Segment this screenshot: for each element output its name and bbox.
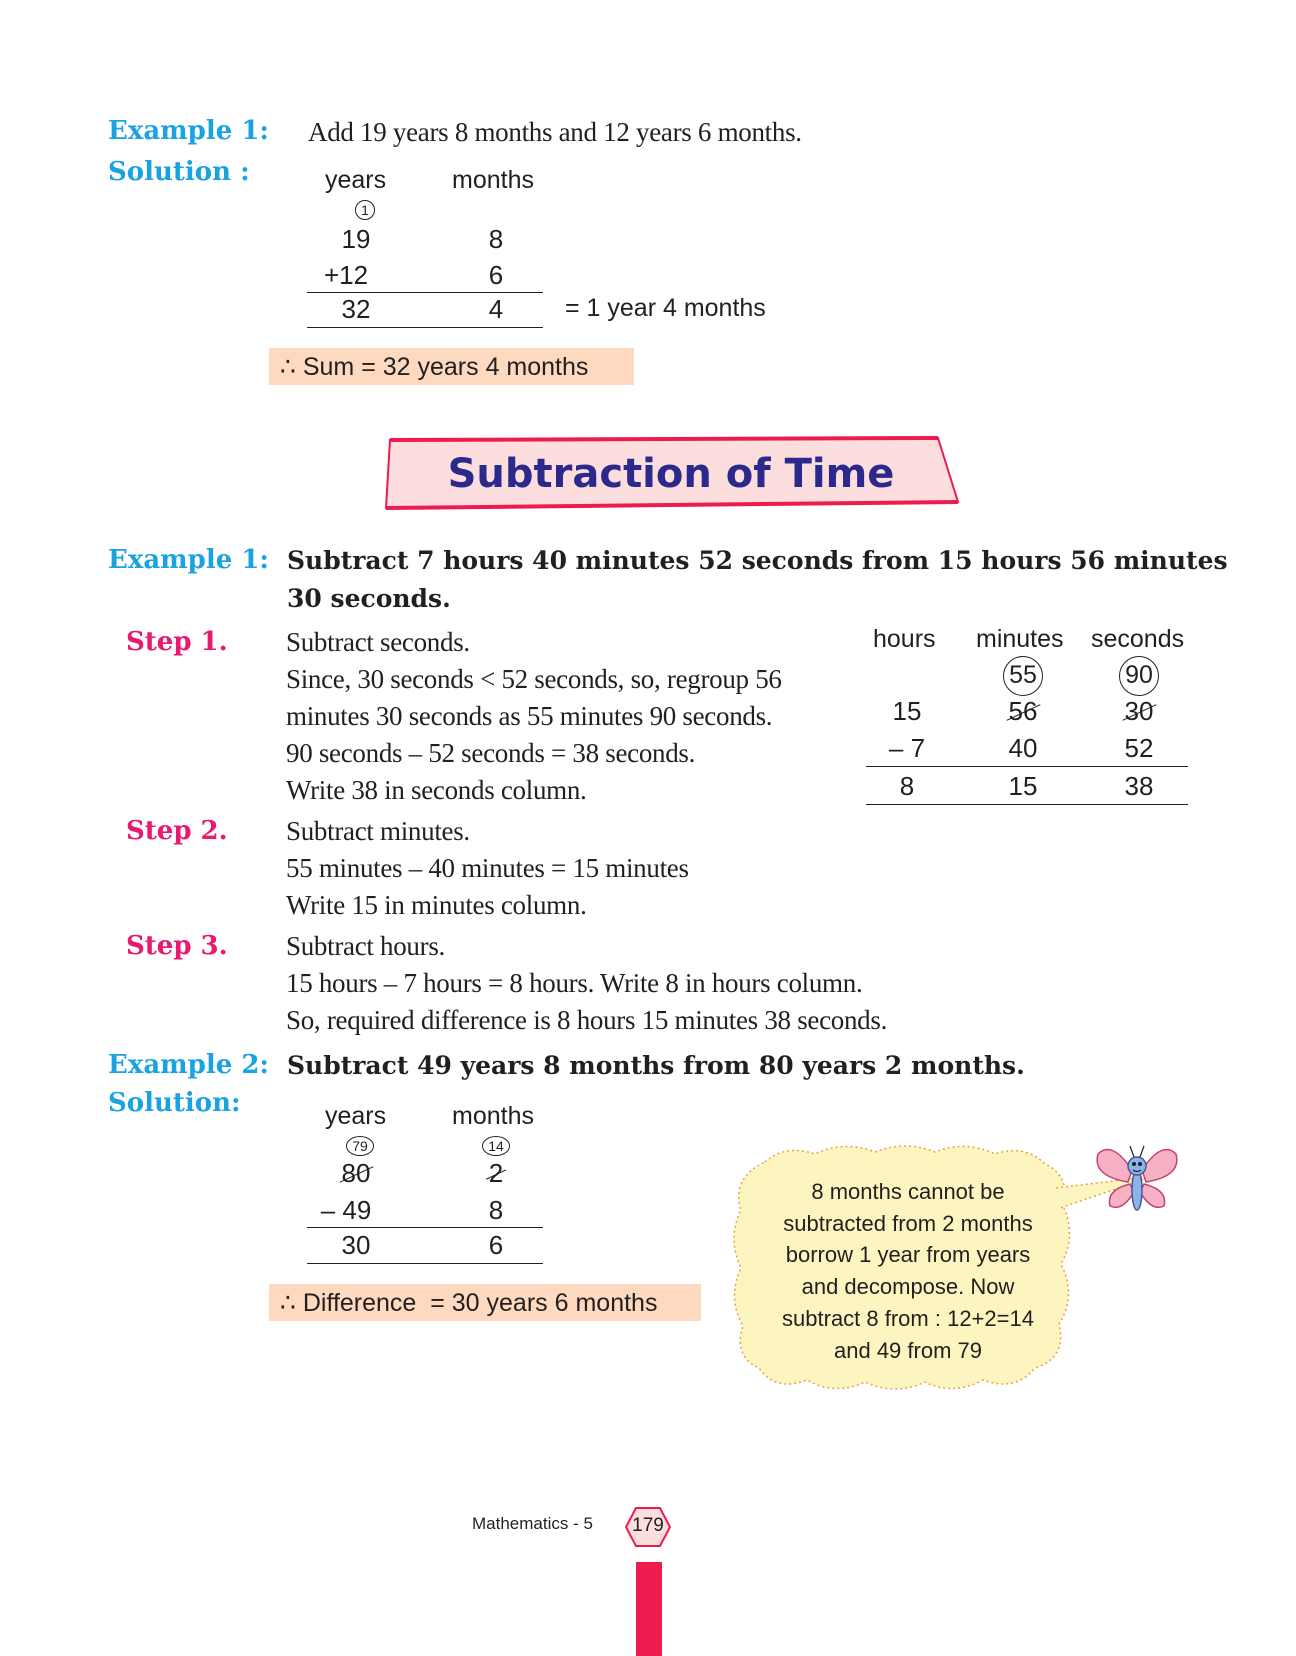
struck-value: 80 (341, 1158, 371, 1188)
step-line: Subtract seconds. (286, 627, 470, 657)
sub-row2-years: – 49 (320, 1195, 372, 1225)
add-result-years: 32 (341, 294, 371, 324)
sub-row1-years (316, 1158, 396, 1189)
difference-text: ∴ Difference = 30 years 6 months (280, 1289, 658, 1317)
sub-row1-months (456, 1158, 536, 1189)
table-result-hours: 8 (899, 771, 915, 801)
step-label: Step 3. (126, 931, 228, 961)
solution-label: Solution: (108, 1088, 241, 1118)
callout-line: and 49 from 79 (834, 1337, 982, 1363)
step-line: So, required difference is 8 hours 15 minutes 38 seconds. (286, 1005, 888, 1035)
example-label: Example 1: (108, 545, 270, 575)
table-rule-bottom (866, 804, 1188, 805)
add-row1-months: 8 (488, 224, 504, 254)
table-result-seconds: 38 (1124, 771, 1154, 801)
add-rule-bottom (307, 327, 543, 328)
sub-rule-bottom (307, 1263, 543, 1264)
table-row1-seconds (1099, 696, 1179, 727)
example-question-line1: Subtract 7 hours 40 minutes 52 seconds from 15 hours 56 minutes (287, 546, 1228, 575)
regroup-minutes-circle: 55 (1003, 656, 1043, 696)
page-tab (636, 1562, 662, 1656)
add-row2-years: +12 (323, 260, 369, 290)
callout-line: and decompose. Now (801, 1274, 1015, 1300)
callout-line: 8 months cannot be (811, 1179, 1005, 1204)
struck-value: 30 (1124, 696, 1154, 726)
example-question: Add 19 years 8 months and 12 years 6 months. (308, 117, 802, 147)
step-line: Subtract minutes. (286, 816, 470, 846)
table-header-minutes: minutes (976, 625, 1064, 653)
step-line: 15 hours – 7 hours = 8 hours. Write 8 in hours column. (286, 968, 863, 998)
example-label: Example 2: (108, 1050, 270, 1080)
butterfly-icon (1092, 1140, 1182, 1220)
table-result-minutes: 15 (1008, 771, 1038, 801)
step-line: Write 38 in seconds column. (286, 775, 587, 805)
example-question: Subtract 49 years 8 months from 80 years 2 months. (287, 1051, 1025, 1080)
callout-text (748, 1176, 1068, 1366)
table-row2-hours: – 7 (888, 733, 926, 763)
sub-result-months: 6 (488, 1230, 504, 1260)
step-line: Write 15 in minutes column. (286, 890, 587, 920)
callout-line: subtract 8 from : 12+2=14 (782, 1305, 1034, 1331)
add-rule-top (307, 292, 543, 293)
callout-line: borrow 1 year from years (785, 1242, 1031, 1268)
sum-text: ∴ Sum = 32 years 4 months (280, 353, 589, 381)
sub-rule-top (307, 1227, 543, 1228)
example-label: Example 1: (108, 116, 270, 146)
step-line: minutes 30 seconds as 55 minutes 90 seconds. (286, 701, 773, 731)
step-line: Subtract hours. (286, 931, 445, 961)
col-header-years: years (325, 1102, 387, 1130)
add-row2-months: 6 (488, 260, 504, 290)
regroup-years-circle: 79 (346, 1136, 374, 1156)
table-row1-minutes (983, 696, 1063, 727)
table-row1-hours: 15 (892, 696, 922, 726)
add-row1-years: 19 (341, 224, 371, 254)
sub-row2-months: 8 (488, 1195, 504, 1225)
col-header-months: months (452, 166, 534, 194)
table-header-hours: hours (873, 625, 936, 653)
callout-line: subtracted from 2 months (783, 1210, 1033, 1236)
section-title: Subtraction of Time (447, 451, 895, 497)
solution-label: Solution : (108, 157, 250, 187)
regroup-seconds-circle: 90 (1119, 656, 1159, 696)
table-row2-minutes: 40 (1008, 733, 1038, 763)
example-question-line2: 30 seconds. (287, 584, 451, 613)
step-line: 55 minutes – 40 minutes = 15 minutes (286, 853, 689, 883)
struck-value: 2 (488, 1158, 504, 1188)
add-side-note: = 1 year 4 months (565, 294, 766, 322)
carry-circle: 1 (355, 200, 375, 220)
table-row2-seconds: 52 (1124, 733, 1154, 763)
struck-value: 56 (1008, 696, 1038, 726)
table-header-seconds: seconds (1091, 625, 1185, 653)
sub-result-years: 30 (341, 1230, 371, 1260)
step-label: Step 2. (126, 816, 228, 846)
regroup-months-circle: 14 (482, 1136, 510, 1156)
step-label: Step 1. (126, 627, 228, 657)
page-number: 179 (632, 1515, 664, 1536)
step-line: 90 seconds – 52 seconds = 38 seconds. (286, 738, 696, 768)
step-line: Since, 30 seconds < 52 seconds, so, regroup 56 (286, 664, 782, 694)
table-rule-top (866, 766, 1188, 767)
add-result-months: 4 (488, 294, 504, 324)
col-header-months: months (452, 1102, 534, 1130)
footer-book-title: Mathematics - 5 (472, 1514, 593, 1533)
col-header-years: years (325, 166, 387, 194)
